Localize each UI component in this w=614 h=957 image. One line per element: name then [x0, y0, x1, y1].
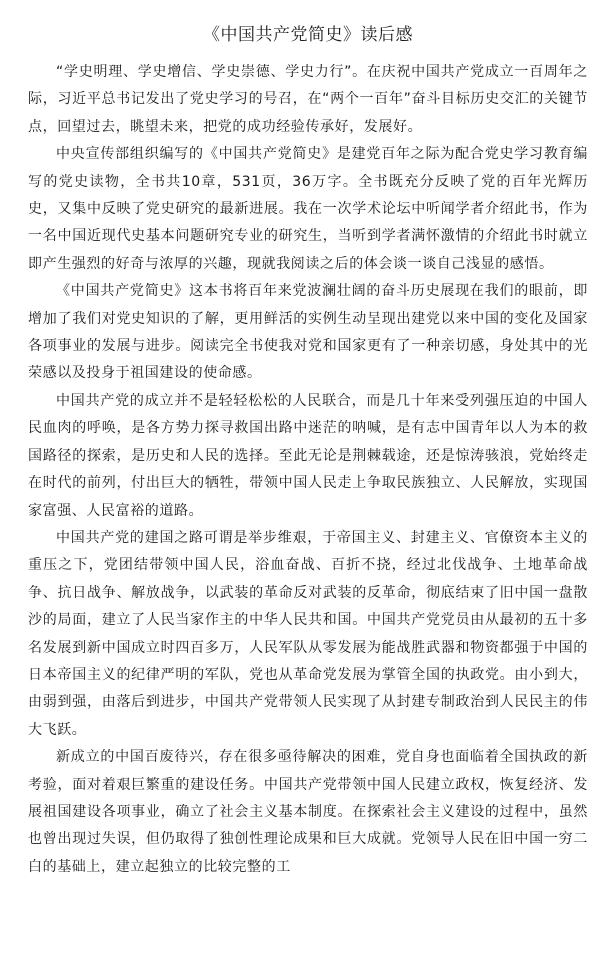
paragraph: “学史明理、学史增信、学史崇德、学史力行”。在庆祝中国共产党成立一百周年之际，习近平总书记发出了党史学习的号召，在“两个一百年”奋斗目标历史交汇的关键节点，回望过去，眺望未来，把党的成功经验传承好，发展好。	[28, 64, 588, 135]
document-title: 《中国共产党简史》读后感	[203, 25, 413, 45]
paragraph: 中国共产党的建国之路可谓是举步维艰，于帝国主义、封建主义、官僚资本主义的重压之下，党团结带领中国人民，浴血奋战、百折不挠，经过北伐战争、土地革命战争、抗日战争、解放战争，以武装的革命反对武装的反革命，彻底结束了旧中国一盘散沙的局面，建立了人民当家作主的中华人民共和国。中国共产党党员由从最初的五十多名发展到新中国成立时四百多万，人民军队从零发展为能战胜武器和物资都强于中国的日本帝国主义的纪律严明的军队，党也从革命党发展为掌管全国的执政党。由小到大，由弱到强，由落后到进步，中国共产党带领人民实现了从封建专制政治到人民民主的伟大飞跃。	[28, 529, 588, 738]
document-body	[28, 59, 588, 881]
paragraph: 中央宣传部组织编写的《中国共产党简史》是建党百年之际为配合党史学习教育编写的党史读物，全书共10章，531页，36万字。全书既充分反映了党的百年光辉历史，又集中反映了党史研究的最新进展。我在一次学术论坛中听闻学者介绍此书，作为一名中国近现代史基本问题研究专业的研究生，当听到学者满怀激情的介绍此书时就立即产生强烈的好奇与浓厚的兴趣，现就我阅读之后的体会谈一谈自己浅显的感悟。	[28, 146, 588, 272]
paragraph: 中国共产党的成立并不是轻轻松松的人民联合，而是几十年来受列强压迫的中国人民血肉的呼唤，是各方势力探寻救国出路中迷茫的呐喊，是有志中国青年以人为本的救国路径的探索，是历史和人民的选择。至此无论是荆棘载途，还是惊涛骇浪，党始终走在时代的前列，付出巨大的牺牲，带领中国人民走上争取民族独立、人民解放，实现国家富强、人民富裕的道路。	[28, 392, 588, 519]
paragraph: 新成立的中国百废待兴，存在很多亟待解决的困难，党自身也面临着全国执政的新考验，面对着艰巨繁重的建设任务。中国共产党带领中国人民建立政权，恢复经济、发展祖国建设各项事业，确立了社会主义基本制度。在探索社会主义建设的过程中，虽然也曾出现过失误，但仍取得了独创性理论成果和巨大成就。党领导人民在旧中国一穷二白的基础上，建立起独立的比较完整的工	[28, 749, 588, 875]
paragraph: 《中国共产党简史》这本书将百年来党波澜壮阔的奋斗历史展现在我们的眼前，即增加了我们对党史知识的了解，更用鲜活的实例生动呈现出建党以来中国的变化及国家各项事业的发展与进步。阅读完全书使我对党和国家更有了一种亲切感，身处其中的光荣感以及投身于祖国建设的使命感。	[28, 283, 588, 382]
